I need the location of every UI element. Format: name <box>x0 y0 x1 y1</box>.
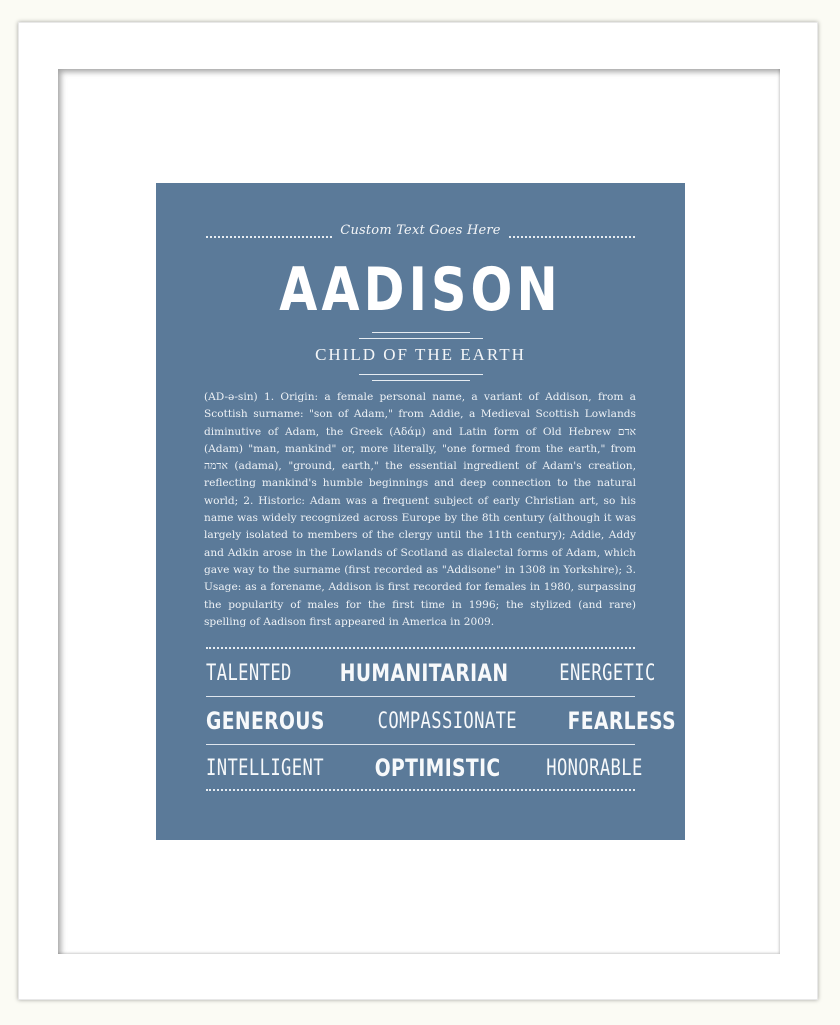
name-print <box>156 183 685 840</box>
trait-word: TALENTED <box>206 660 292 686</box>
rule-bottom-long <box>359 374 483 375</box>
trait-word: FEARLESS <box>567 707 676 735</box>
trait-word: ENERGETIC <box>559 660 656 686</box>
trait-word: GENEROUS <box>206 707 325 735</box>
dotted-divider-right <box>509 236 635 238</box>
trait-line <box>206 704 676 738</box>
rule-top-long <box>359 338 483 339</box>
name-title: AADISON <box>279 255 562 325</box>
trait-word: COMPASSIONATE <box>377 708 518 734</box>
custom-text-row <box>206 223 635 243</box>
trait-word: OPTIMISTIC <box>374 754 501 782</box>
trait-separator <box>206 696 635 697</box>
traits-dotted-divider-bottom <box>206 789 635 791</box>
traits-dotted-divider-top <box>206 647 635 649</box>
rule-bottom-short <box>372 380 470 381</box>
trait-word: HONORABLE <box>545 755 643 781</box>
name-definition: (AD-ə-sin) 1. Origin: a female personal name, a variant of Addison, from a Scottish surname: "son of Adam," from Addie, a Medieval Scottish Lowlands diminutive of Adam, the Greek (Αδάμ) and Latin form of Old Hebrew אדם (Adam) "man, mankind" or, more literally, "one formed from the earth," from אדמה (adama), "ground, earth," the essential ingredient of Adam's creation, reflecting mankind's humble beginnings and deep connection to the natural world; 2. Historic: Adam was a frequent subject of early Christian art, so his name was widely recognized across Europe by the 8th century (although it was largely isolated to members of the clergy until the 11th century); Addie, Addy and Adkin arose in the Lowlands of Scotland as dialectal forms of Adam, which gave way to the surname (first recorded as "Addisone" in 1308 in Yorkshire); 3. Usage: as a forename, Addison is first recorded for females in 1980, surpassing the popularity of males for the first time in 1996; the stylized (and rare) spelling of Aadison first appeared in America in 2009. <box>204 391 636 628</box>
trait-separator <box>206 744 635 745</box>
trait-word: HUMANITARIAN <box>339 659 509 687</box>
trait-line <box>206 751 643 785</box>
name-meaning: CHILD OF THE EARTH <box>315 345 526 364</box>
trait-line <box>206 656 656 690</box>
trait-word: INTELLIGENT <box>206 755 324 781</box>
custom-text: Custom Text Goes Here <box>340 223 501 238</box>
rule-top-short <box>372 332 470 333</box>
